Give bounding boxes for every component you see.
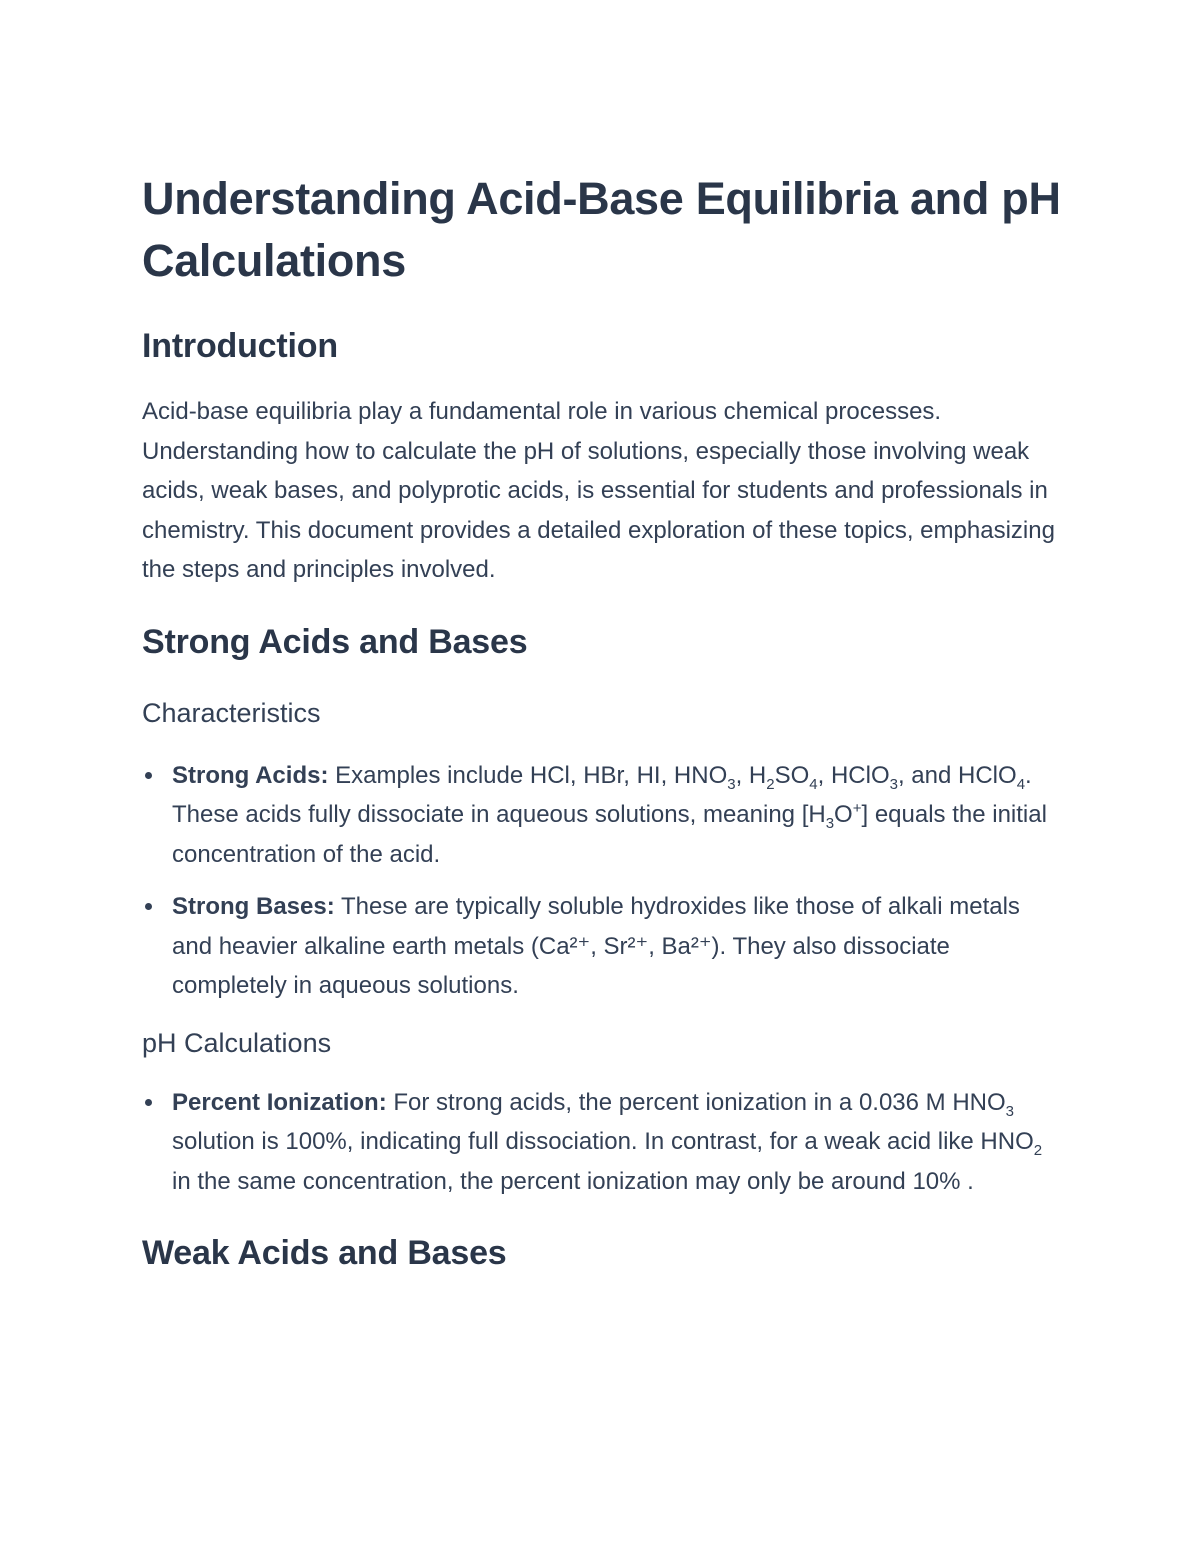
characteristics-heading: Characteristics (142, 697, 321, 728)
bullet-icon (145, 772, 152, 779)
text-run: , and HClO (897, 761, 1017, 789)
ph-calculations-heading: pH Calculations (142, 1027, 332, 1058)
superscript: + (852, 800, 862, 817)
strong-acids-bases-heading: Strong Acids and Bases (142, 622, 528, 661)
document-page (142, 168, 1062, 1273)
ph-calculations-list (142, 1083, 1062, 1202)
text-run: O (834, 801, 853, 828)
text-run: SO (774, 761, 810, 789)
subscript: 3 (727, 775, 736, 793)
subscript: 3 (889, 775, 898, 793)
subscript: 4 (809, 775, 818, 793)
text-run: in the same concentration, the percent ionization may only be around 10% . (172, 1167, 974, 1195)
text-run: solution is 100%, indicating full dissociation. In contrast, for a weak acid like HNO (172, 1128, 1034, 1155)
text-run: ] equals the initial concentration of the acid. (172, 801, 1047, 868)
introduction-paragraph: Acid-base equilibria play a fundamental role in various chemical processes. Understanding how to calculate the pH of solutions, especially those involving weak acids, weak bases, and polyprotic acids, is essential for students and professionals in chemistry. This document provides a detailed exploration of these topics, emphasizing the steps and principles involved. (142, 398, 1055, 583)
subscript: 3 (825, 814, 835, 832)
list-item-strong-acids (142, 756, 1062, 875)
weak-acids-bases-heading: Weak Acids and Bases (142, 1234, 507, 1272)
text-run: For strong acids, the percent ionization in a 0.036 M HNO (386, 1088, 1006, 1116)
subscript: 2 (1033, 1141, 1043, 1159)
characteristics-list (142, 756, 1062, 1006)
text-run: , H (735, 761, 767, 789)
subscript: 3 (1005, 1102, 1015, 1120)
list-item-strong-bases (142, 887, 1062, 1006)
strong-acids-label: Strong Acids: (172, 761, 329, 789)
text-run: Examples include HCl, HBr, HI, HNO (328, 761, 728, 789)
subscript: 2 (766, 775, 775, 793)
text-run: These are typically soluble hydroxides like those of alkali metals and heavier alkaline earth metals (Ca²⁺, Sr²⁺, Ba²⁺). They also dissociate completely in aqueous solutions. (172, 893, 1020, 999)
text-run: , HClO (817, 761, 890, 789)
subscript: 4 (1016, 775, 1026, 793)
bullet-icon (145, 1099, 152, 1106)
text-run: . These acids fully dissociate in aqueous solutions, meaning [H (172, 761, 1032, 828)
document-title: Understanding Acid-Base Equilibria and pH Calculations (142, 173, 1061, 286)
bullet-icon (145, 903, 152, 910)
percent-ionization-label: Percent Ionization: (172, 1088, 387, 1116)
list-item-percent-ionization (142, 1083, 1062, 1202)
strong-bases-label: Strong Bases: (172, 893, 335, 920)
introduction-heading: Introduction (142, 327, 338, 365)
